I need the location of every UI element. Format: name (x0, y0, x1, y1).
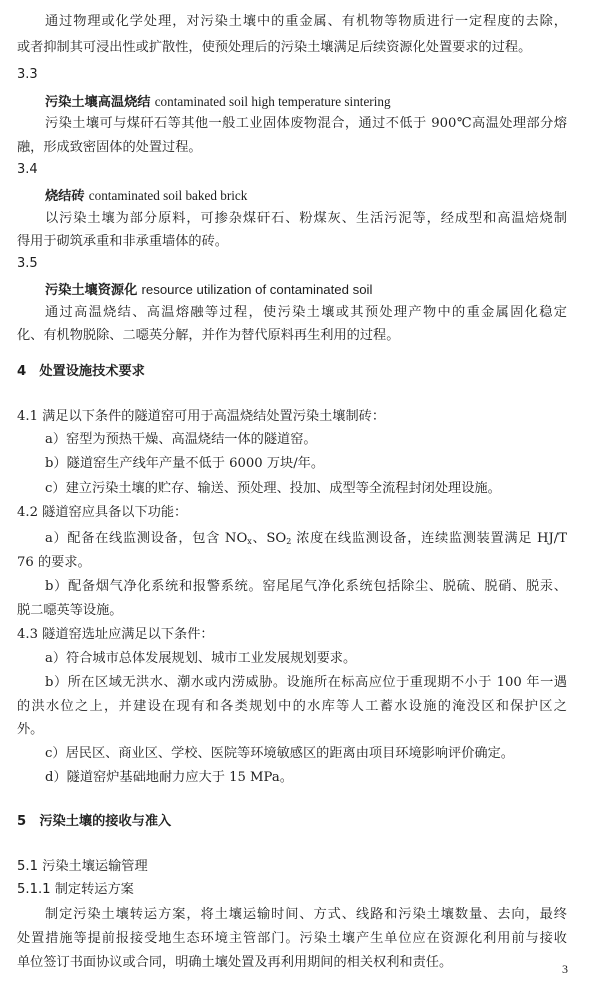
paragraph-line: 得用于砌筑承重和非承重墙体的砖。 (17, 234, 228, 249)
paragraph-line: 的洪水位之上，并建设在现有和各类规划中的水库等人工蓄水设施的淹没区和保护区之 (17, 699, 567, 714)
term-english: contaminated soil baked brick (88, 188, 248, 203)
paragraph-line: 处置措施等提前报接受地生态环境主管部门。污染土壤产生单位应在资源化利用前与接收 (17, 931, 567, 946)
term-chinese: 烧结砖 (45, 189, 85, 204)
term-english: contaminated soil high temperature sintering (154, 94, 391, 109)
text: 浓度在线监测设备，连续监测装置满足 HJ/T (291, 531, 567, 546)
paragraph-line: 通过物理或化学处理，对污染土壤中的重金属、有机物等物质进行一定程度的去除， (45, 14, 567, 29)
subsection-heading: 5.1.1 制定转运方案 (17, 882, 134, 897)
clause-number: 3.3 (17, 67, 38, 82)
term-english: resource utilization of contaminated soil (141, 282, 373, 297)
list-item: c）建立污染土壤的贮存、输送、预处理、投加、成型等全流程封闭处理设施。 (45, 481, 501, 496)
paragraph-line: 通过高温烧结、高温熔融等过程，使污染土壤或其预处理产物中的重金属固化稳定 (45, 305, 567, 320)
section-heading: 4 处置设施技术要求 (17, 364, 145, 379)
paragraph-line: 外。 (17, 722, 44, 737)
subscript: x (247, 537, 252, 546)
subsection-heading: 5.1 污染土壤运输管理 (17, 859, 148, 874)
term-chinese: 污染土壤高温烧结 (45, 95, 151, 110)
paragraph-line: 制定污染土壤转运方案，将土壤运输时间、方式、线路和污染土壤数量、去向，最终 (45, 907, 567, 922)
clause-number: 3.4 (17, 162, 38, 177)
list-item: b）所在区域无洪水、潮水或内涝威胁。设施所在标高应位于重现期不小于 100 年一遇 (45, 675, 567, 690)
list-item (45, 530, 567, 551)
term-title (45, 93, 567, 112)
section-heading: 5 污染土壤的接收与准入 (17, 814, 172, 829)
list-item: a）窑型为预热干燥、高温烧结一体的隧道窑。 (45, 432, 317, 447)
subscript: 2 (286, 537, 292, 546)
page-number: 3 (562, 962, 568, 976)
text: 、SO (251, 531, 287, 546)
paragraph-line: 76 的要求。 (17, 555, 91, 570)
paragraph-line: 脱二噁英等设施。 (17, 603, 123, 618)
list-item: c）居民区、商业区、学校、医院等环境敏感区的距离由项目环境影响评价确定。 (45, 746, 514, 761)
list-item: a）符合城市总体发展规划、城市工业发展规划要求。 (45, 651, 357, 666)
term-chinese: 污染土壤资源化 (45, 283, 138, 298)
paragraph-line: 污染土壤可与煤矸石等其他一般工业固体废物混合，通过不低于 900℃高温处理部分熔 (45, 116, 567, 131)
paragraph-line: 单位签订书面协议或合同，明确土壤处置及再利用期间的相关权利和责任。 (17, 955, 453, 970)
paragraph-line: 化、有机物脱除、二噁英分解，并作为替代原料再生利用的过程。 (17, 328, 400, 343)
list-item: b）配备烟气净化系统和报警系统。窑尾尾气净化系统包括除尘、脱硫、脱硝、脱汞、 (45, 579, 567, 594)
clause-title: 4.2 隧道窑应具备以下功能： (17, 505, 188, 520)
paragraph-line: 融，形成致密固体的处置过程。 (17, 140, 202, 155)
paragraph-line: 以污染土壤为部分原料，可掺杂煤矸石、粉煤灰、生活污泥等，经成型和高温焙烧制 (45, 211, 567, 226)
list-item: b）隧道窑生产线年产量不低于 6000 万块/年。 (45, 456, 325, 471)
paragraph-line: 或者抑制其可浸出性或扩散性，使预处理后的污染土壤满足后续资源化处置要求的过程。 (17, 40, 532, 55)
text: a）配备在线监测设备，包含 NO (45, 531, 248, 546)
term-title (45, 187, 567, 206)
clause-title: 4.3 隧道窑选址应满足以下条件： (17, 627, 214, 642)
list-item: d）隧道窑炉基础地耐力应大于 15 MPa。 (45, 770, 293, 785)
term-title (45, 281, 567, 300)
clause-title: 4.1 满足以下条件的隧道窑可用于高温烧结处置污染土壤制砖： (17, 409, 386, 424)
clause-number: 3.5 (17, 256, 38, 271)
